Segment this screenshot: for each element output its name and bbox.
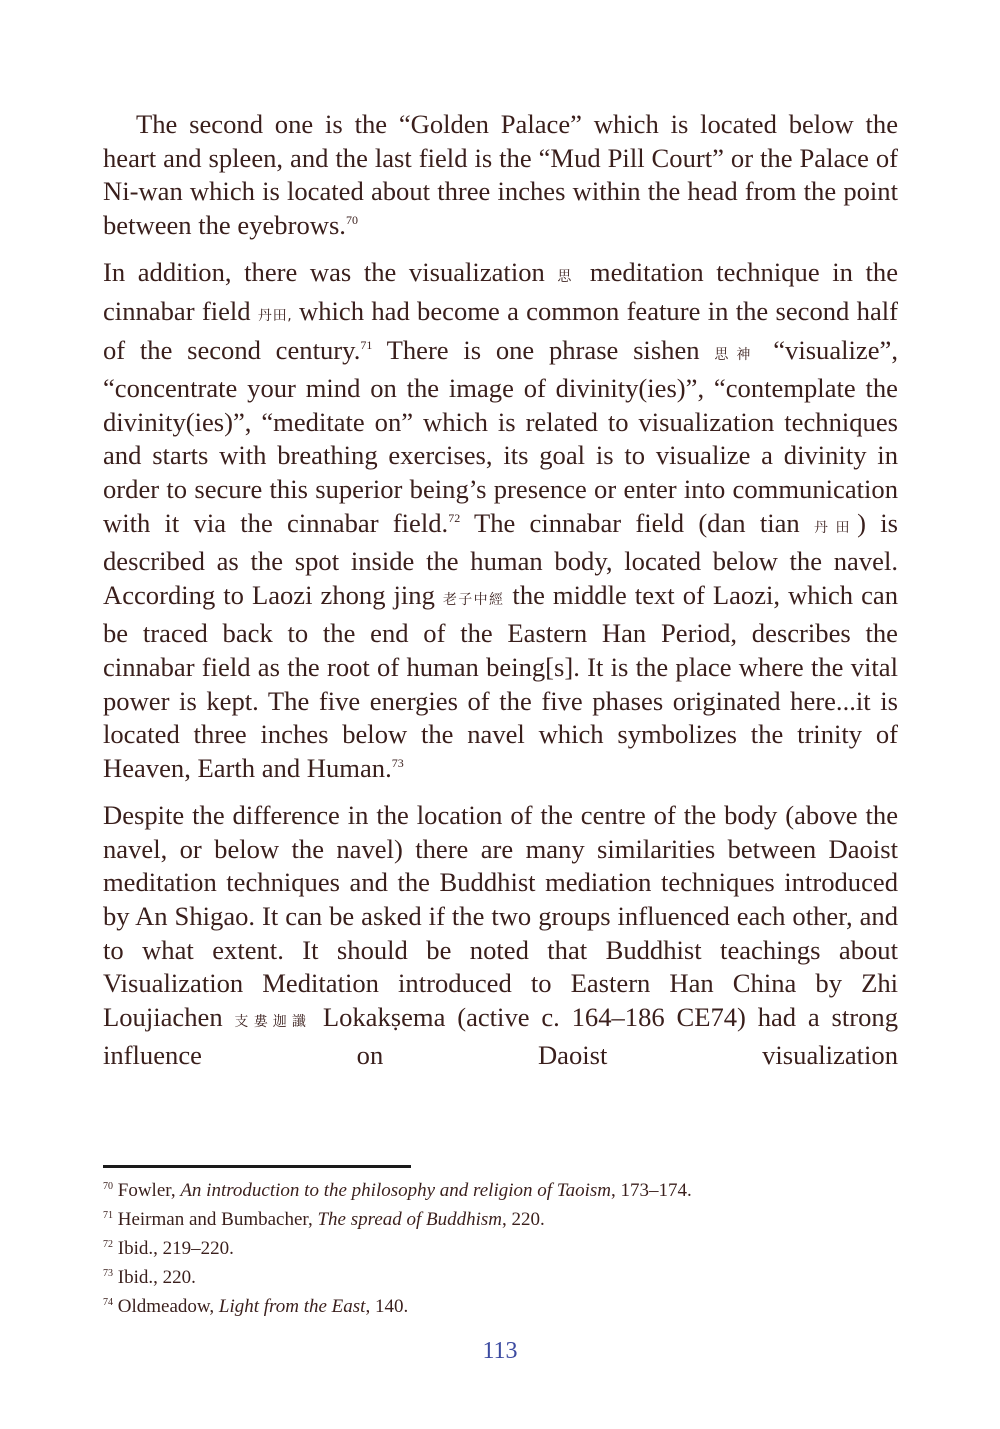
body-text: [103, 108, 898, 1087]
footnote-title: Light from the East: [218, 1296, 366, 1317]
footnote-pages: , 173–174.: [611, 1180, 692, 1201]
footnote-text: Fowler,: [113, 1180, 181, 1201]
footnote-number: 72: [103, 1239, 113, 1250]
text-run: Lokakṣema (active c. 164–186 CE74) had a strong influence on Daoist visualization: [103, 1001, 898, 1071]
footnote-pages: , 220.: [502, 1209, 545, 1230]
footnote-73: [103, 1263, 898, 1292]
page-number: 113: [482, 1338, 518, 1364]
footnotes: [103, 1176, 898, 1321]
text-run: which had become a common feature in the second half of the second century.: [103, 295, 899, 365]
text-run: The second one is the “Golden Palace” which is located below the heart and spleen, and the last field is the “Mud Pill Court” or the Palace of Ni-wan which is located about three inches within the head from the point between the eyebrows.: [103, 109, 898, 240]
footnote-number: 74: [103, 1297, 113, 1308]
footnote-number: 73: [103, 1268, 113, 1279]
paragraph-meditation-comparison: [103, 799, 898, 1073]
chinese-term: 思神: [714, 346, 759, 363]
footnote-74: [103, 1292, 898, 1321]
footnote-pages: , 140.: [365, 1296, 409, 1317]
chinese-term: 老子中經: [442, 591, 505, 608]
footnote-ref: 72: [448, 510, 461, 525]
footnote-title: An introduction to the philosophy and religion of Taoism: [180, 1180, 612, 1201]
text-run: the middle text of Laozi, which can be traced back to the end of the Eastern Han Period, describes the cinnabar field as the root of human being[s]. It is the place where the vital power is kept. The five energies of the five phases originated here...it is located three inches below the navel which symbolizes the trinity of Heaven, Earth and Human.: [103, 579, 898, 783]
footnote-text: Ibid., 219–220.: [113, 1238, 234, 1259]
footnote-text: Heirman and Bumbacher,: [113, 1209, 318, 1230]
footnote-ref: 70: [345, 212, 358, 227]
text-run: In addition, there was the visualization: [103, 257, 558, 288]
footnote-ref: 73: [391, 755, 404, 770]
footnote-number: 71: [103, 1210, 113, 1221]
footnote-separator: [103, 1165, 411, 1168]
chinese-term: 丹田,: [257, 307, 292, 324]
footnote-70: [103, 1176, 898, 1205]
chinese-term: 丹田: [813, 519, 858, 536]
footnote-number: 70: [103, 1181, 113, 1192]
footnote-text: Ibid., 220.: [113, 1267, 196, 1288]
text-run: “visualize”, “concentrate your mind on the image of divinity(ies)”, “contemplate the divinity(ies)”, “meditate on” which is related to visualization techniques and starts with breathing exercises, its goal is to visualize a divinity in order to secure this superior being’s presence or enter into communication with it via the cinnabar field.: [103, 334, 898, 538]
text-run: The cinnabar field (dan tian: [460, 507, 814, 538]
footnote-72: [103, 1234, 898, 1263]
chinese-term: 支婁迦讖: [234, 1013, 312, 1030]
text-run: ) is described as the spot inside the human body, located below the navel. According to Laozi zhong jing: [103, 507, 898, 610]
footnote-text: Oldmeadow,: [113, 1296, 219, 1317]
footnote-71: [103, 1205, 898, 1234]
text-run: There is one phrase sishen: [372, 334, 715, 365]
text-run: Despite the difference in the location of the centre of the body (above the navel, or below the navel) there are many similarities between Daoist meditation techniques and the Buddhist mediation techniques introduced by An Shigao. It can be asked if the two groups influenced each other, and to what extent. It should be noted that Buddhist teachings about Visualization Meditation introduced to Eastern Han China by Zhi Loujiachen: [103, 800, 898, 1032]
paragraph-golden-palace: [103, 108, 898, 242]
chinese-term: 思: [557, 269, 578, 286]
text-run: meditation technique in the cinnabar field: [103, 257, 898, 326]
footnote-ref: 71: [360, 337, 373, 352]
paragraph-visualization: [103, 256, 898, 785]
footnote-title: The spread of Buddhism: [317, 1209, 503, 1230]
